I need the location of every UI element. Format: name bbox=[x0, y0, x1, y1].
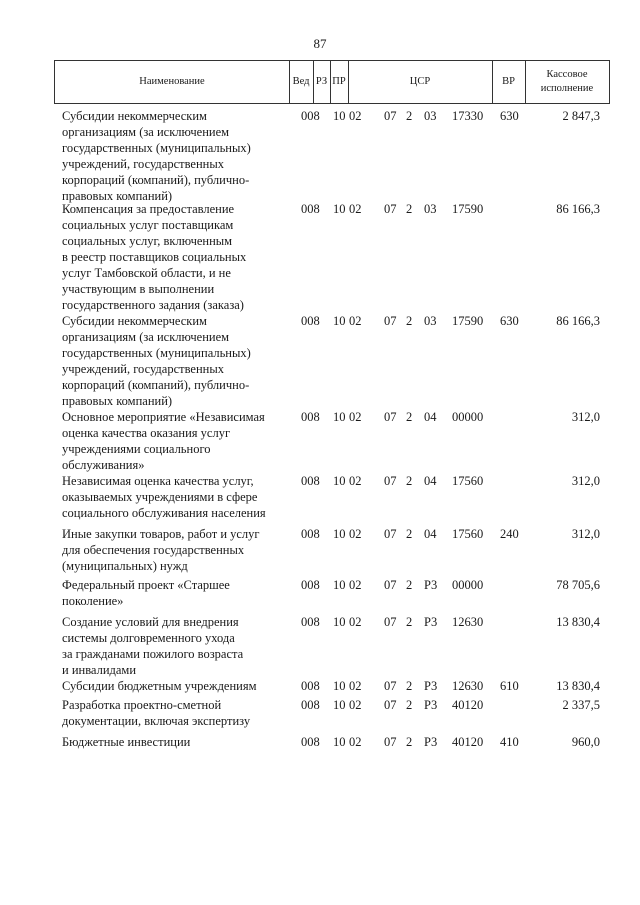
row-csr-direction: 40120 bbox=[452, 735, 484, 749]
table-row bbox=[0, 734, 640, 754]
row-csr-subprogram: 2 bbox=[406, 735, 413, 749]
table-row bbox=[0, 473, 640, 526]
row-vr: 610 bbox=[500, 679, 519, 693]
row-rz: 10 bbox=[333, 698, 346, 712]
row-csr-subprogram: 2 bbox=[406, 410, 413, 424]
row-csr-direction: 17590 bbox=[452, 202, 484, 216]
row-sum: 86 166,3 bbox=[556, 202, 600, 216]
page-number: 87 bbox=[313, 36, 327, 51]
row-csr-event: Р3 bbox=[424, 679, 438, 693]
row-rz: 10 bbox=[333, 314, 346, 328]
row-rz: 10 bbox=[333, 679, 346, 693]
row-ved: 008 bbox=[301, 202, 320, 216]
row-ved: 008 bbox=[301, 615, 320, 629]
row-pr: 02 bbox=[349, 527, 362, 541]
row-rz: 10 bbox=[333, 410, 346, 424]
row-ved: 008 bbox=[301, 474, 320, 488]
row-rz: 10 bbox=[333, 735, 346, 749]
row-csr-direction: 17560 bbox=[452, 527, 484, 541]
row-csr-event: Р3 bbox=[424, 578, 438, 592]
row-rz: 10 bbox=[333, 578, 346, 592]
row-ved: 008 bbox=[301, 109, 320, 123]
row-rz: 10 bbox=[333, 202, 346, 216]
row-ved: 008 bbox=[301, 578, 320, 592]
row-csr-direction: 17560 bbox=[452, 474, 484, 488]
header-pr: ПР bbox=[332, 76, 346, 87]
row-sum: 2 847,3 bbox=[562, 109, 600, 123]
row-ved: 008 bbox=[301, 679, 320, 693]
row-name: Бюджетные инвестиции bbox=[62, 735, 191, 749]
row-csr-program: 07 bbox=[384, 410, 397, 424]
table-row bbox=[0, 201, 640, 313]
row-csr-direction: 00000 bbox=[452, 578, 484, 592]
table-row bbox=[0, 313, 640, 409]
row-vr: 630 bbox=[500, 109, 519, 123]
row-pr: 02 bbox=[349, 578, 362, 592]
table-body bbox=[0, 108, 640, 754]
row-csr-event: Р3 bbox=[424, 698, 438, 712]
row-sum: 2 337,5 bbox=[562, 698, 600, 712]
row-name: Иные закупки товаров, работ и услуг для обеспечения государственных (муниципальных) нужд bbox=[62, 527, 260, 573]
row-csr-subprogram: 2 bbox=[406, 474, 413, 488]
row-csr-direction: 00000 bbox=[452, 410, 484, 424]
header-name: Наименование bbox=[139, 76, 205, 87]
row-csr-program: 07 bbox=[384, 735, 397, 749]
row-name: Разработка проектно-сметной документации, включая экспертизу bbox=[62, 698, 251, 728]
header-csr: ЦСР bbox=[409, 76, 431, 87]
row-csr-subprogram: 2 bbox=[406, 679, 413, 693]
row-csr-subprogram: 2 bbox=[406, 527, 413, 541]
row-csr-event: Р3 bbox=[424, 615, 438, 629]
row-rz: 10 bbox=[333, 615, 346, 629]
header-vr: ВР bbox=[502, 76, 515, 87]
row-csr-event: 03 bbox=[424, 109, 437, 123]
row-csr-program: 07 bbox=[384, 615, 397, 629]
table-row bbox=[0, 108, 640, 201]
row-csr-event: 03 bbox=[424, 314, 437, 328]
row-name: Основное мероприятие «Независимая оценка качества оказания услуг учреждениями социального обслуживания» bbox=[62, 410, 265, 472]
row-csr-direction: 17590 bbox=[452, 314, 484, 328]
row-csr-subprogram: 2 bbox=[406, 314, 413, 328]
row-name: Создание условий для внедрения системы долговременного ухода за гражданами пожилого возраста и инвалидами bbox=[62, 615, 244, 677]
row-sum: 86 166,3 bbox=[556, 314, 600, 328]
row-sum: 960,0 bbox=[571, 735, 600, 749]
row-name: Федеральный проект «Старшее поколение» bbox=[62, 578, 230, 608]
row-sum: 13 830,4 bbox=[556, 615, 600, 629]
row-csr-program: 07 bbox=[384, 109, 397, 123]
row-csr-subprogram: 2 bbox=[406, 578, 413, 592]
row-sum: 312,0 bbox=[571, 410, 600, 424]
row-rz: 10 bbox=[333, 527, 346, 541]
row-name: Независимая оценка качества услуг, оказываемых учреждениями в сфере социального обслуживания населения bbox=[62, 474, 266, 520]
row-csr-program: 07 bbox=[384, 474, 397, 488]
row-pr: 02 bbox=[349, 474, 362, 488]
row-ved: 008 bbox=[301, 527, 320, 541]
table-row bbox=[0, 409, 640, 473]
row-ved: 008 bbox=[301, 735, 320, 749]
row-csr-direction: 12630 bbox=[452, 679, 484, 693]
row-ved: 008 bbox=[301, 410, 320, 424]
row-pr: 02 bbox=[349, 410, 362, 424]
row-ved: 008 bbox=[301, 698, 320, 712]
table-row bbox=[0, 577, 640, 614]
row-vr: 240 bbox=[500, 527, 519, 541]
row-name: Субсидии некоммерческим организациям (за исключением государственных (муниципальных) учреждений, государственных корпораций (компаний), публично- правовых компаний) bbox=[62, 314, 251, 408]
row-csr-subprogram: 2 bbox=[406, 202, 413, 216]
row-csr-subprogram: 2 bbox=[406, 615, 413, 629]
row-csr-event: Р3 bbox=[424, 735, 438, 749]
header-rz: РЗ bbox=[315, 76, 328, 87]
header-ved: Вед bbox=[292, 76, 310, 87]
row-csr-program: 07 bbox=[384, 202, 397, 216]
row-csr-program: 07 bbox=[384, 527, 397, 541]
row-csr-program: 07 bbox=[384, 314, 397, 328]
table-header bbox=[54, 60, 610, 104]
row-csr-direction: 12630 bbox=[452, 615, 484, 629]
row-csr-event: 04 bbox=[424, 527, 437, 541]
row-csr-event: 03 bbox=[424, 202, 437, 216]
row-pr: 02 bbox=[349, 698, 362, 712]
row-name: Субсидии бюджетным учреждениям bbox=[62, 679, 257, 693]
row-sum: 78 705,6 bbox=[556, 578, 600, 592]
row-csr-event: 04 bbox=[424, 474, 437, 488]
row-csr-subprogram: 2 bbox=[406, 698, 413, 712]
row-pr: 02 bbox=[349, 735, 362, 749]
row-name: Субсидии некоммерческим организациям (за исключением государственных (муниципальных) учреждений, государственных корпораций (компаний), публично- правовых компаний) bbox=[62, 109, 251, 203]
row-rz: 10 bbox=[333, 474, 346, 488]
row-sum: 13 830,4 bbox=[556, 679, 600, 693]
row-ved: 008 bbox=[301, 314, 320, 328]
table-row bbox=[0, 614, 640, 678]
row-vr: 410 bbox=[500, 735, 519, 749]
row-pr: 02 bbox=[349, 314, 362, 328]
row-pr: 02 bbox=[349, 109, 362, 123]
row-sum: 312,0 bbox=[571, 474, 600, 488]
table-row bbox=[0, 526, 640, 577]
row-pr: 02 bbox=[349, 202, 362, 216]
row-csr-direction: 17330 bbox=[452, 109, 484, 123]
row-csr-program: 07 bbox=[384, 578, 397, 592]
row-csr-direction: 40120 bbox=[452, 698, 484, 712]
row-pr: 02 bbox=[349, 679, 362, 693]
table-row bbox=[0, 678, 640, 697]
row-csr-event: 04 bbox=[424, 410, 437, 424]
table-row bbox=[0, 697, 640, 734]
row-csr-subprogram: 2 bbox=[406, 109, 413, 123]
row-vr: 630 bbox=[500, 314, 519, 328]
header-sum: Кассовое исполнение bbox=[540, 69, 594, 94]
row-csr-program: 07 bbox=[384, 679, 397, 693]
row-name: Компенсация за предоставление социальных услуг поставщикам социальных услуг, включенным в реестр поставщиков социальных услуг Тамбовской области, и не участвующим в выполнении государственного задания (заказа) bbox=[62, 202, 247, 312]
row-rz: 10 bbox=[333, 109, 346, 123]
row-pr: 02 bbox=[349, 615, 362, 629]
row-sum: 312,0 bbox=[571, 527, 600, 541]
row-csr-program: 07 bbox=[384, 698, 397, 712]
